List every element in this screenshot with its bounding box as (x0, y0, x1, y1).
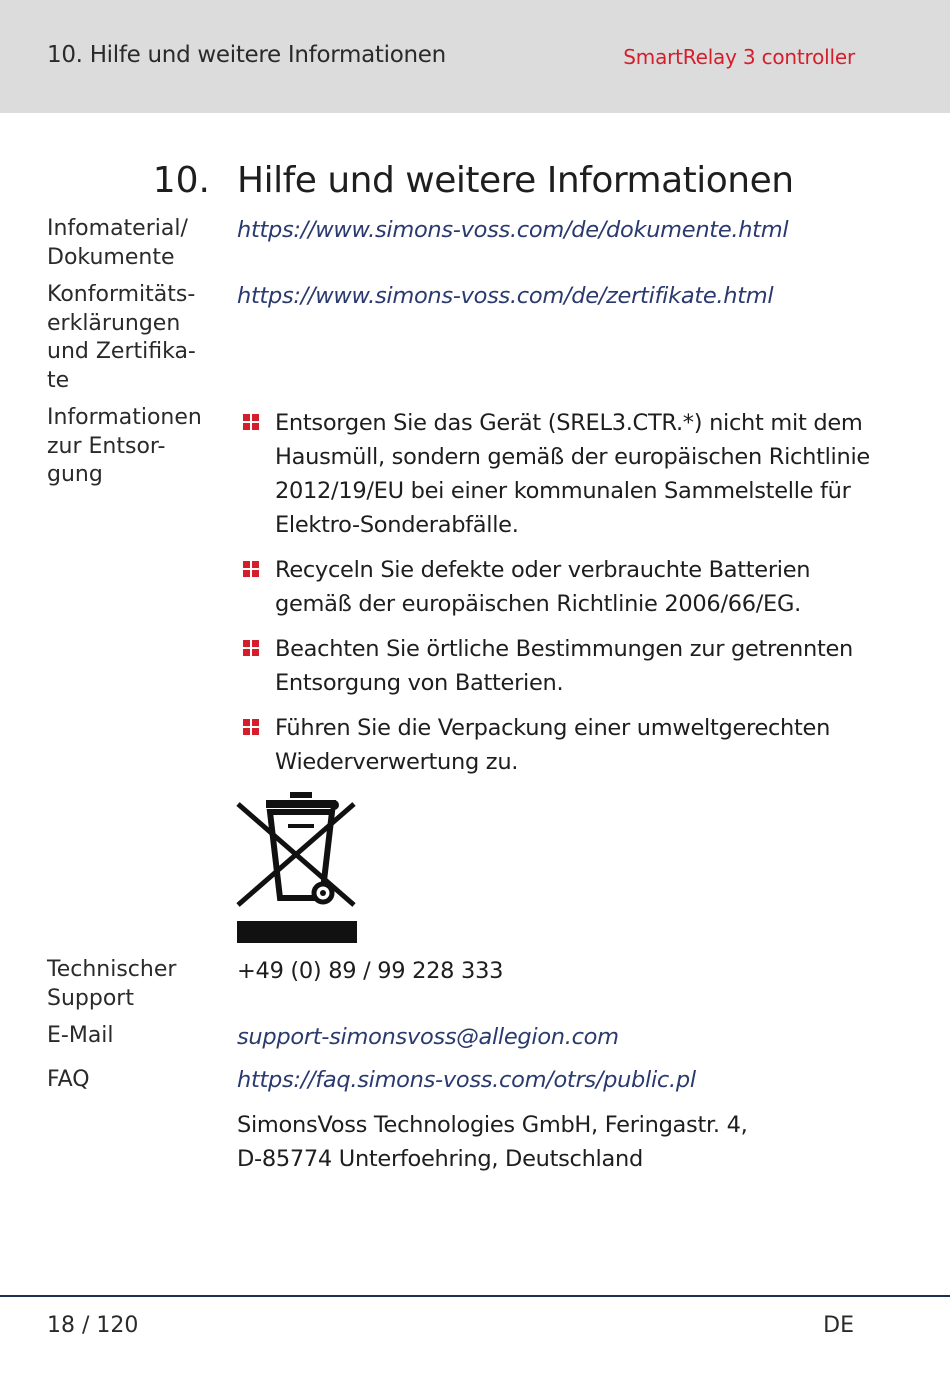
disposal-bullet-list (237, 406, 877, 790)
label-email: E-Mail (47, 1023, 114, 1048)
list-item (237, 632, 877, 700)
red-square-grid-icon (243, 561, 259, 577)
label-docs: Infomaterial/ Dokumente (47, 216, 188, 270)
list-item (237, 406, 877, 542)
red-square-grid-icon (243, 414, 259, 430)
list-item (237, 553, 877, 621)
label-support: Technischer Support (47, 957, 177, 1011)
crossed-out-wheelie-bin-icon (236, 790, 358, 945)
link-faq[interactable]: https://faq.simons-voss.com/otrs/public.pl (237, 1067, 696, 1093)
language-code: DE (823, 1313, 854, 1338)
bullet-text: Entsorgen Sie das Gerät (SREL3.CTR.*) nicht mit dem Hausmüll, sondern gemäß der europäischen Richtlinie 2012/19/EU bei einer kommunalen Sammelstelle für Elektro-Sonderabfälle. (275, 410, 870, 538)
page-number: 18 / 120 (47, 1313, 139, 1338)
bullet-text: Recyceln Sie defekte oder verbrauchte Batterien gemäß der europäischen Richtlinie 2006/66/EG. (275, 557, 811, 617)
list-item (237, 711, 877, 779)
address-line: SimonsVoss Technologies GmbH, Feringastr. 4, (237, 1112, 748, 1138)
red-square-grid-icon (243, 640, 259, 656)
bullet-text: Beachten Sie örtliche Bestimmungen zur getrennten Entsorgung von Batterien. (275, 636, 854, 696)
red-square-grid-icon (243, 719, 259, 735)
chapter-title: Hilfe und weitere Informationen (237, 160, 794, 201)
address-line: D-85774 Unterfoehring, Deutschland (237, 1146, 643, 1172)
bullet-text: Führen Sie die Verpackung einer umweltgerechten Wiederverwertung zu. (275, 715, 831, 775)
header-section-title: 10. Hilfe und weitere Informationen (47, 42, 446, 68)
footer-divider (0, 1295, 950, 1297)
link-docs[interactable]: https://www.simons-voss.com/de/dokumente.html (237, 217, 789, 243)
label-faq: FAQ (47, 1067, 90, 1092)
chapter-number: 10. (152, 160, 210, 201)
page-header (0, 0, 950, 113)
label-disposal: Informationen zur Entsor- gung (47, 405, 202, 487)
link-certificates[interactable]: https://www.simons-voss.com/de/zertifikate.html (237, 283, 774, 309)
link-email[interactable]: support-simonsvoss@allegion.com (237, 1024, 619, 1050)
label-conformity: Konformitäts- erklärungen und Zertifika- te (47, 282, 196, 393)
header-product-name: SmartRelay 3 controller (623, 45, 855, 69)
support-phone: +49 (0) 89 / 99 228 333 (237, 958, 504, 984)
company-address (237, 1108, 747, 1176)
